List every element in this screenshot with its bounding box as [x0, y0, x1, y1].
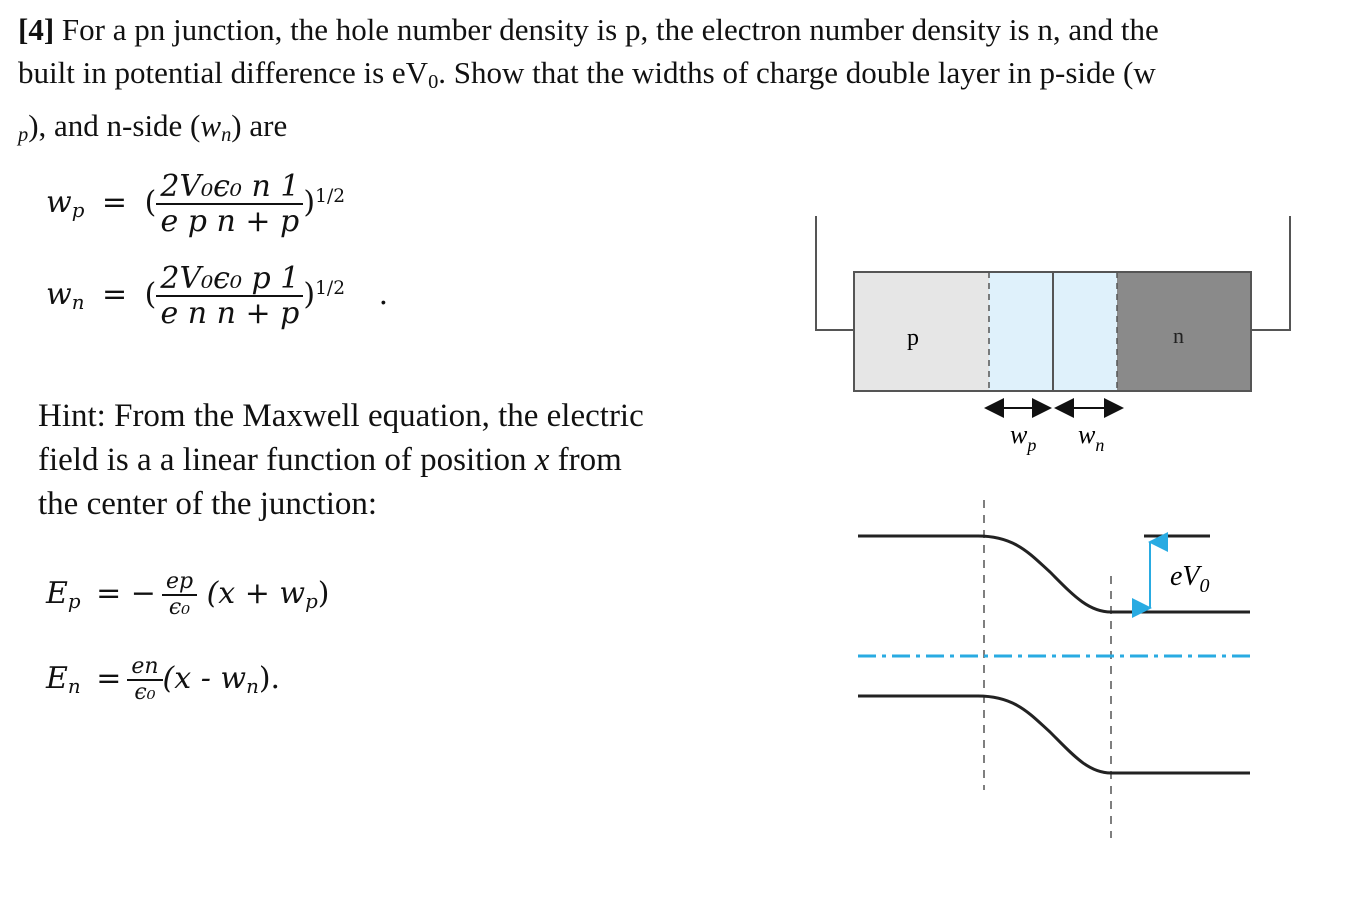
p-label: p [907, 325, 919, 351]
equation-ep: $E_p$ = − $\frac{ep}{\text{ϵ₀}}$ $(x + w_p)$ [46, 569, 330, 621]
problem-line-2: built in potential difference is $eV_0$. Show that the widths of charge double layer in p-side (w [18, 55, 1156, 94]
pn-junction-diagram [800, 200, 1320, 850]
p-region [854, 272, 989, 391]
n-region [1117, 272, 1251, 391]
wp-fraction: $\frac{\text{2V₀ϵ₀ n 1}}{\text{e p n + p}}$ [156, 170, 303, 238]
problem-number: [4] [18, 12, 55, 47]
wn-label: $w_n$ [1078, 420, 1105, 455]
problem-line-1: [4] For a pn junction, the hole number density is p, the electron number density is n, and the [18, 12, 1159, 47]
hint-text: Hint: From the Maxwell equation, the electric field is a a linear function of position x from the center of the junction: [38, 398, 644, 522]
problem-statement [18, 8, 1348, 157]
problem-line-3: $_p$), and n-side $(w_n)$ are [18, 108, 288, 147]
equation-en: $E_n$ = $\frac{en}{\text{ϵ₀}}$ $(x - w_n)$. [46, 654, 281, 706]
equation-wn: $w_n$ = ( $\frac{\text{2V₀ϵ₀ p 1}}{\text{e n n + p}}$ )$^{1/2}$ . [46, 261, 389, 331]
ev0-label: $eV_0$ [1170, 561, 1210, 597]
right-wire [1251, 216, 1290, 330]
equation-wp: $w_p$ = ( $\frac{\text{2V₀ϵ₀ n 1}}{\text{e p n + p}}$ )$^{1/2}$ [46, 169, 346, 239]
n-label: n [1173, 323, 1184, 348]
wp-label: $w_p$ [1010, 420, 1037, 455]
wn-fraction: $\frac{\text{2V₀ϵ₀ p 1}}{\text{e n n + p}}$ [156, 262, 303, 330]
left-wire [816, 216, 854, 330]
valence-band [858, 696, 1250, 773]
